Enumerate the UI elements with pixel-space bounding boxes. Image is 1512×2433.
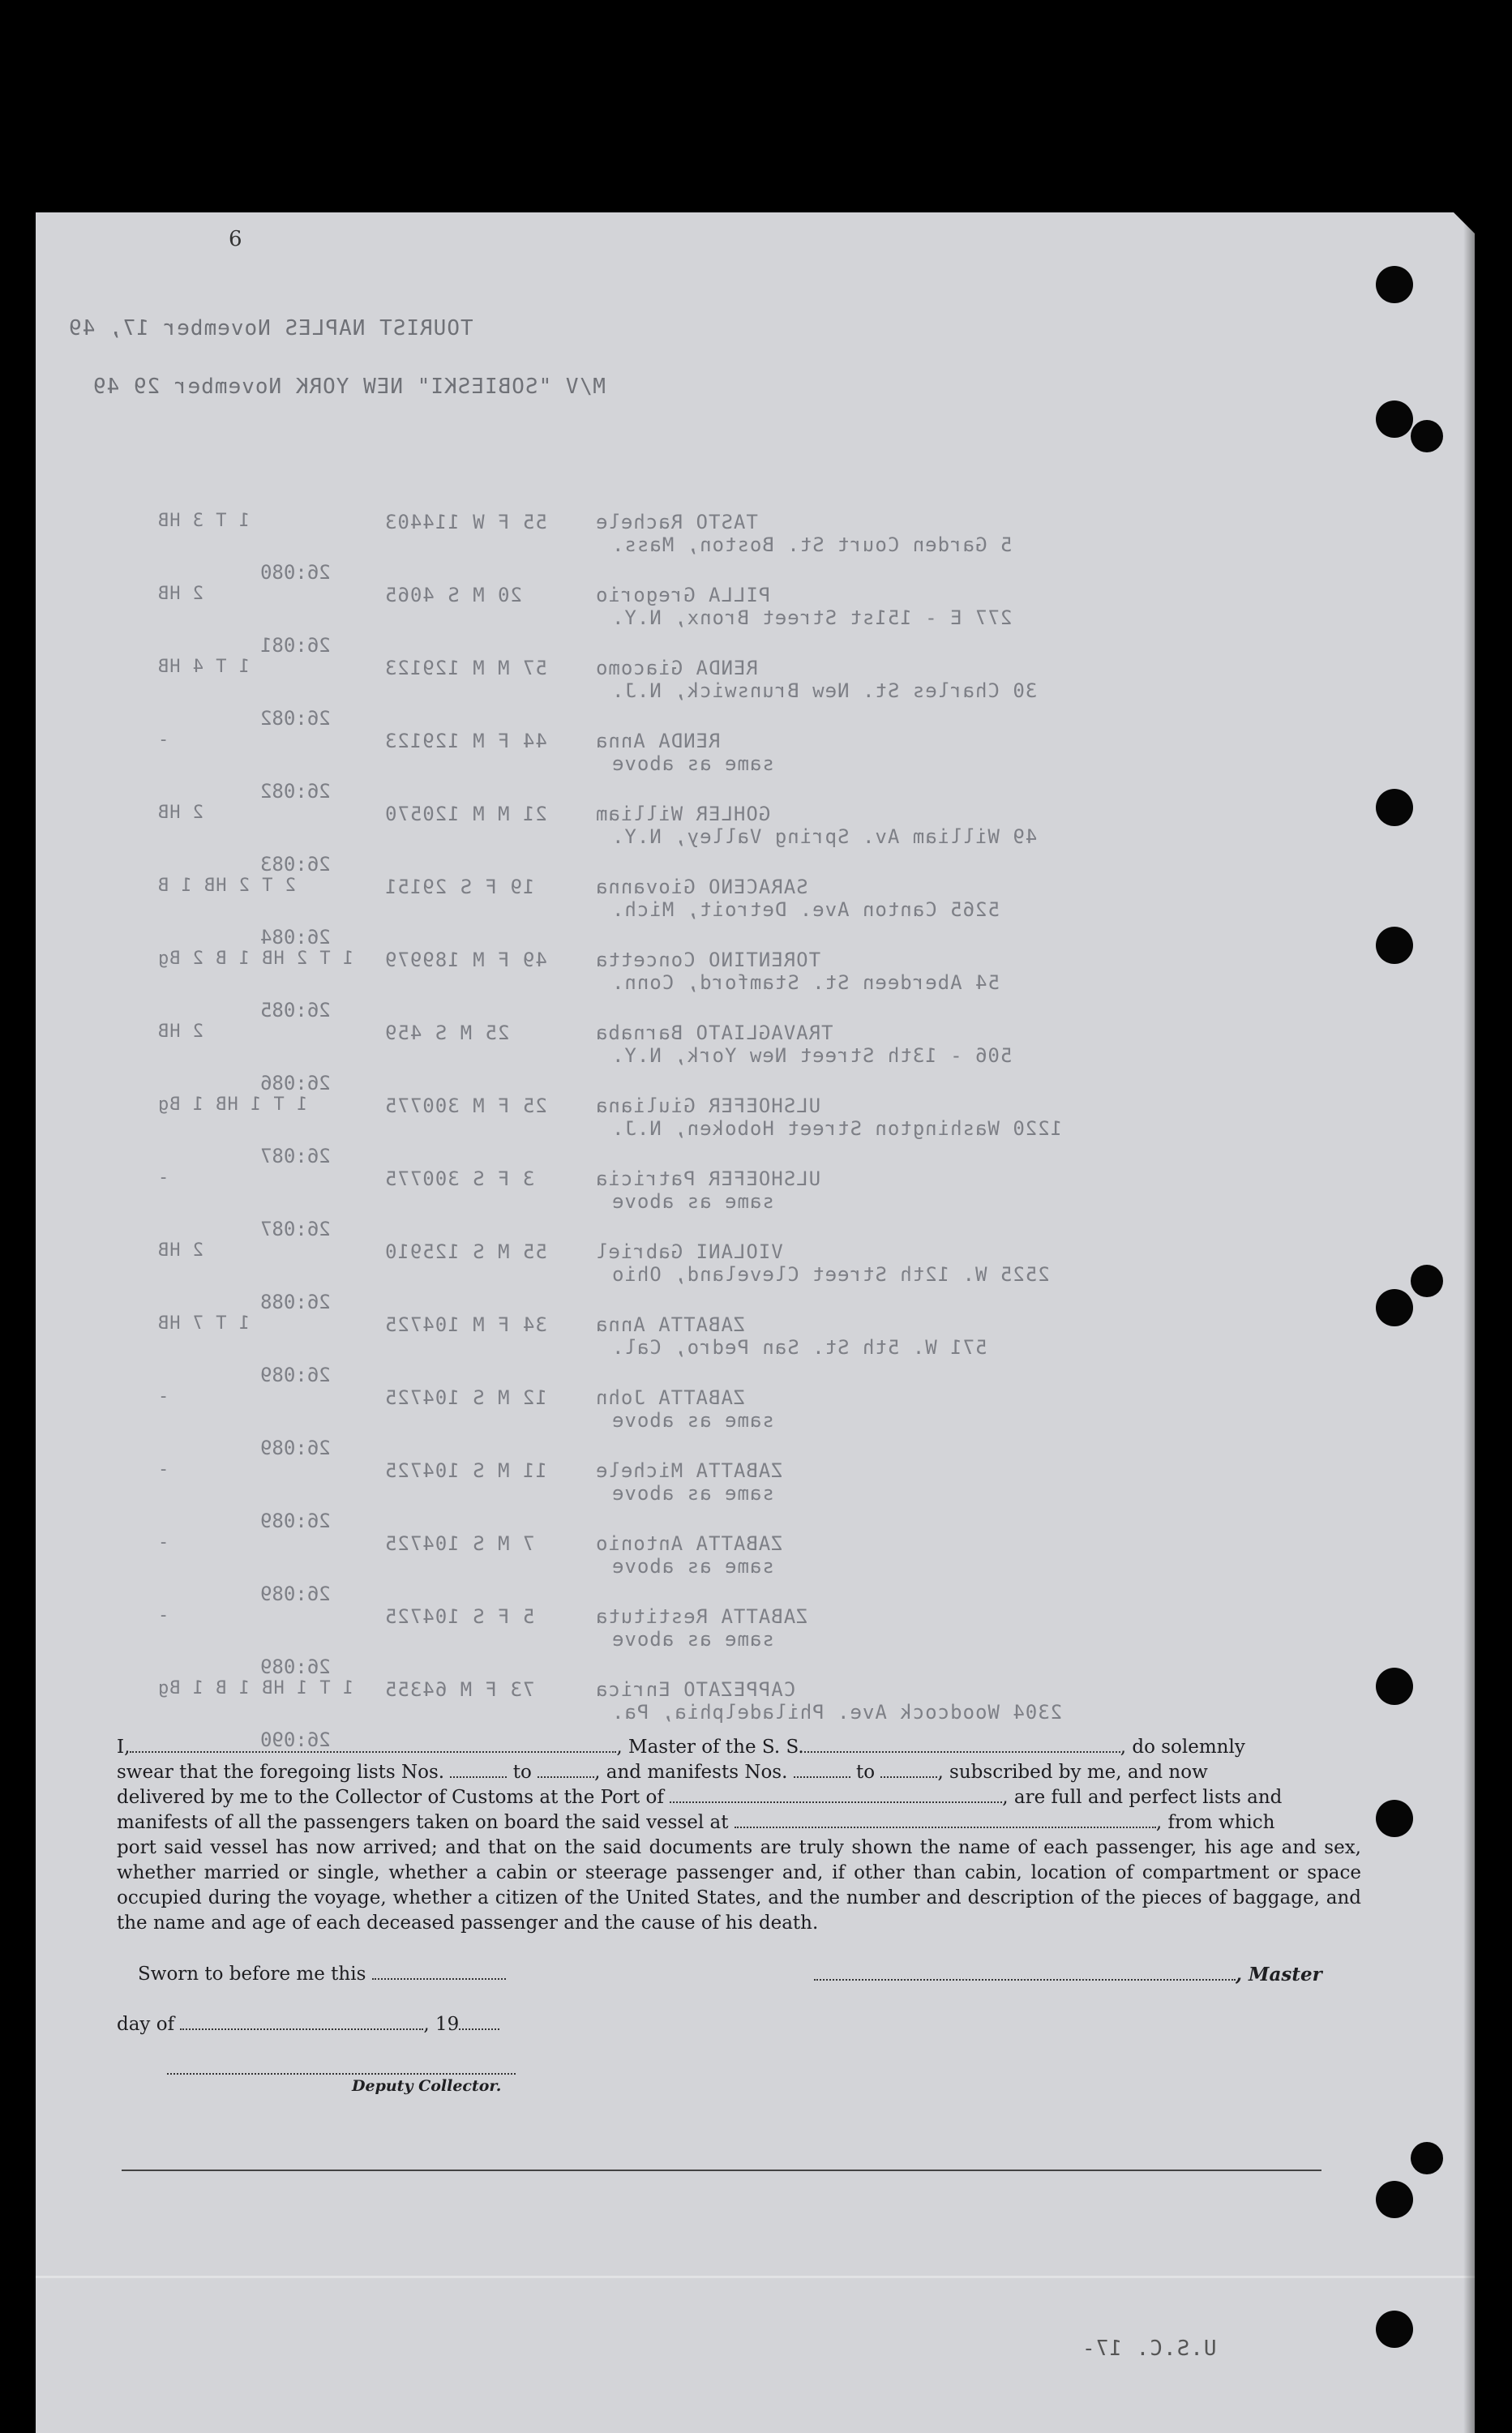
passenger-baggage: 2 T 2 HB 1 B	[157, 876, 296, 896]
entry-number: 26:085	[260, 999, 331, 1022]
entry-number: 26:090	[260, 1728, 331, 1751]
passenger-baggage: -	[157, 1532, 169, 1553]
passenger-name: ZABATTA Antonio	[595, 1532, 783, 1555]
passenger-row	[157, 584, 1373, 649]
passenger-baggage: 1 T 1 HB 1 B 1 Bg	[157, 1678, 354, 1698]
passenger-name: RENDA Giacomo	[595, 657, 758, 679]
passenger-baggage: -	[157, 1167, 169, 1188]
passenger-baggage: 1 T 1 HB 1 Bg	[157, 1094, 308, 1115]
passenger-row	[157, 1605, 1373, 1670]
entry-number: 26:089	[260, 1437, 331, 1459]
header-line-2: M/V "SOBIESKI" NEW YORK November 29 49	[92, 375, 606, 399]
departure-port-blank[interactable]	[735, 1812, 1156, 1828]
entry-number: 26:083	[260, 853, 331, 876]
punch-hole	[1411, 1265, 1443, 1297]
passenger-address: 277 E - 151st Street Bronx, N.Y.	[611, 606, 1013, 629]
day-of-line: day of , 19	[117, 2014, 499, 2035]
entry-number: 26:084	[260, 926, 331, 949]
passenger-baggage: -	[157, 1605, 169, 1626]
passenger-name: ULSHOEFER Patricia	[595, 1167, 821, 1190]
passenger-address: same as above	[611, 1409, 774, 1432]
horizontal-rule	[122, 2170, 1321, 2171]
passenger-details: 19 F S 29151	[384, 876, 535, 898]
passenger-baggage: 1 T 2 HB 1 B 2 Bg	[157, 949, 354, 969]
passenger-row	[157, 949, 1373, 1013]
oath-swear: swear that the foregoing lists Nos.	[117, 1762, 445, 1783]
passenger-name: ZABATTA Anna	[595, 1313, 746, 1336]
entry-number: 26:082	[260, 780, 331, 803]
passenger-row	[157, 1313, 1373, 1378]
entry-number: 26:087	[260, 1218, 331, 1240]
punch-hole	[1376, 1800, 1413, 1837]
entry-number: 26:087	[260, 1145, 331, 1167]
entry-number: 26:080	[260, 561, 331, 584]
passenger-baggage: 2 HB	[157, 1240, 203, 1261]
passenger-baggage: 1 T 3 HB	[157, 511, 250, 531]
passenger-name: CAPPEZATO Enrica	[595, 1678, 796, 1701]
passenger-address: same as above	[611, 752, 774, 775]
passenger-row	[157, 730, 1373, 795]
sworn-blank[interactable]	[372, 1964, 506, 1980]
passenger-address: same as above	[611, 1190, 774, 1213]
passenger-row	[157, 1532, 1373, 1597]
punch-hole	[1376, 401, 1413, 438]
passenger-address: same as above	[611, 1628, 774, 1651]
punch-hole	[1376, 1668, 1413, 1705]
punch-hole	[1411, 420, 1443, 452]
passenger-name: SARACENO Giovanna	[595, 876, 808, 898]
passenger-details: 34 F M 104725	[384, 1313, 547, 1336]
passenger-row	[157, 803, 1373, 867]
passenger-details: 25 F M 300775	[384, 1094, 547, 1117]
manifest-to-blank[interactable]	[880, 1762, 937, 1778]
fold-line	[36, 2276, 1475, 2278]
passenger-baggage: 1 T 7 HB	[157, 1313, 250, 1334]
oath-i: I,	[117, 1737, 131, 1758]
passenger-address: 5265 Canton Ave. Detroit, Mich.	[611, 898, 1000, 921]
passenger-baggage: -	[157, 730, 169, 750]
passenger-address: 49 William Av. Spring Valley, N.Y.	[611, 825, 1038, 848]
oath-solemnly: , do solemnly	[1120, 1737, 1245, 1758]
passenger-baggage: 2 HB	[157, 803, 203, 823]
passenger-row	[157, 657, 1373, 722]
passenger-address: same as above	[611, 1555, 774, 1578]
passenger-address: 506 - 13th Street New York, N.Y.	[611, 1044, 1013, 1067]
torn-corner	[1452, 212, 1475, 235]
form-code: U.S.C. 17-	[1082, 2337, 1217, 2361]
passenger-baggage: -	[157, 1386, 169, 1407]
passenger-name: RENDA Anna	[595, 730, 721, 752]
entry-number: 26:089	[260, 1656, 331, 1678]
passenger-row	[157, 1167, 1373, 1232]
punch-hole	[1376, 1289, 1413, 1326]
passenger-details: 12 M S 104725	[384, 1386, 547, 1409]
passenger-name: ZABATTA John	[595, 1386, 746, 1409]
passenger-details: 5 F S 104725	[384, 1605, 535, 1628]
passenger-name: TASTO Rachele	[595, 511, 758, 533]
passenger-row	[157, 1678, 1373, 1743]
header-line-1: TOURIST NAPLES November 17, 49	[68, 316, 473, 341]
oath-body: port said vessel has now arrived; and that on the said documents are truly shown the name of each passenger, his age and sex, whether married or single, whether a cabin or steerage passenger and, if other than cabin, location of compartment or space occupied during the voyage, whether a citizen of the United States, and the number and description of the pieces of baggage, and the name and age of each deceased passenger and the cause of his death.	[117, 1837, 1361, 1934]
entry-number: 26:089	[260, 1510, 331, 1532]
punch-hole	[1411, 2142, 1443, 2174]
day-blank[interactable]	[180, 2014, 423, 2030]
passenger-details: 44 F M 129123	[384, 730, 547, 752]
entry-number: 26:089	[260, 1364, 331, 1386]
passenger-name: VIOLANI Gabriel	[595, 1240, 783, 1263]
passenger-details: 49 F M 189979	[384, 949, 547, 971]
manifest-sheet	[36, 212, 1475, 2433]
passenger-details: 3 F S 300775	[384, 1167, 535, 1190]
deputy-signature-line[interactable]	[167, 2073, 516, 2075]
port-blank[interactable]	[670, 1787, 1002, 1803]
punch-hole	[1376, 2311, 1413, 2348]
passenger-details: 25 M S 459	[384, 1022, 510, 1044]
passenger-address: 2525 W. 12th Street Cleveland, Ohio	[611, 1263, 1050, 1286]
oath-delivered: delivered by me to the Collector of Customs at the Port of	[117, 1787, 664, 1808]
passenger-baggage: 1 T 4 HB	[157, 657, 250, 677]
passenger-name: TORENTINO Concetta	[595, 949, 821, 971]
passenger-details: 55 M S 125910	[384, 1240, 547, 1263]
master-signature-line: , Master	[814, 1964, 1322, 1985]
passenger-details: 11 M S 104725	[384, 1459, 547, 1482]
list-from-blank[interactable]	[450, 1762, 507, 1778]
passenger-baggage: 2 HB	[157, 1022, 203, 1042]
list-to-blank[interactable]	[538, 1762, 594, 1778]
passenger-row	[157, 511, 1373, 576]
entry-number: 26:086	[260, 1072, 331, 1094]
year-blank[interactable]	[459, 2014, 499, 2030]
passenger-baggage: -	[157, 1459, 169, 1480]
entry-number: 26:089	[260, 1583, 331, 1605]
oath-text: I, , Master of the S. S. , do solemnly swear that the foregoing lists Nos. to , and manifests Nos. to , subscribed by me, and now delivered by me to the Collector of Customs at the Port of , are full and perfect lists and manifests of all the passengers taken on board the said vessel at , from which port said vessel has now arrived; and that on the said documents are truly shown the name of each passenger, his age and sex, whether married or single, whether a cabin or steerage passenger and, if other than cabin, location of compartment or space occupied during the voyage, whether a citizen of the United States, and the number and description of the pieces of baggage, and the name and age of each deceased passenger and the cause of his death.	[117, 1735, 1361, 1936]
passenger-row	[157, 1459, 1373, 1524]
punch-hole	[1376, 2181, 1413, 2218]
passenger-address: 30 Charles St. New Brunswick, N.J.	[611, 679, 1038, 702]
manifest-from-blank[interactable]	[794, 1762, 850, 1778]
punch-hole	[1376, 927, 1413, 964]
passenger-row	[157, 876, 1373, 940]
passenger-address: same as above	[611, 1482, 774, 1505]
entry-number: 26:088	[260, 1291, 331, 1313]
passenger-address: 2304 Woodcock Ave. Philadelphia, Pa.	[611, 1701, 1063, 1724]
passenger-baggage: 2 HB	[157, 584, 203, 604]
entry-number: 26:082	[260, 707, 331, 730]
passenger-name: TRAVAGLIATO Barnaba	[595, 1022, 833, 1044]
entry-number: 26:081	[260, 634, 331, 657]
passenger-name: ZABATTA Restituta	[595, 1605, 808, 1628]
passenger-details: 55 F W 114403	[384, 511, 547, 533]
passenger-address: 1220 Washington Street Hoboken, N.J.	[611, 1117, 1063, 1140]
passenger-row	[157, 1386, 1373, 1451]
passenger-row	[157, 1022, 1373, 1086]
deputy-collector-label: Deputy Collector.	[352, 2077, 502, 2095]
ship-blank[interactable]	[804, 1737, 1120, 1753]
passenger-details: 7 M S 104725	[384, 1532, 535, 1555]
passenger-address: 571 W. 5th St. San Pedro, Cal.	[611, 1336, 987, 1359]
master-signature-blank[interactable]	[814, 1964, 1236, 1981]
passenger-name: PILLA Gregorio	[595, 584, 771, 606]
name-blank[interactable]	[130, 1737, 616, 1753]
punch-hole	[1376, 266, 1413, 303]
punch-hole	[1376, 789, 1413, 826]
passenger-name: ZABATTA Michele	[595, 1459, 783, 1482]
oath-manifests-of: manifests of all the passengers taken on board the said vessel at	[117, 1812, 729, 1833]
passenger-details: 20 M S 4065	[384, 584, 522, 606]
passenger-address: 5 Garden Court St. Boston, Mass.	[611, 533, 1013, 556]
passenger-details: 57 M M 129123	[384, 657, 547, 679]
sworn-line: Sworn to before me this	[138, 1964, 506, 1985]
passenger-row	[157, 1094, 1373, 1159]
passenger-address: 54 Aberdeen St. Stamford, Conn.	[611, 971, 1000, 994]
oath-master-of: , Master of the S. S.	[616, 1737, 804, 1758]
passenger-name: ULSHOEFER Giuliana	[595, 1094, 821, 1117]
passenger-name: GOHLER William	[595, 803, 771, 825]
passenger-details: 73 F M 64355	[384, 1678, 535, 1701]
page-number: 6	[229, 227, 242, 251]
passenger-row	[157, 1240, 1373, 1305]
passenger-details: 21 M M 120570	[384, 803, 547, 825]
